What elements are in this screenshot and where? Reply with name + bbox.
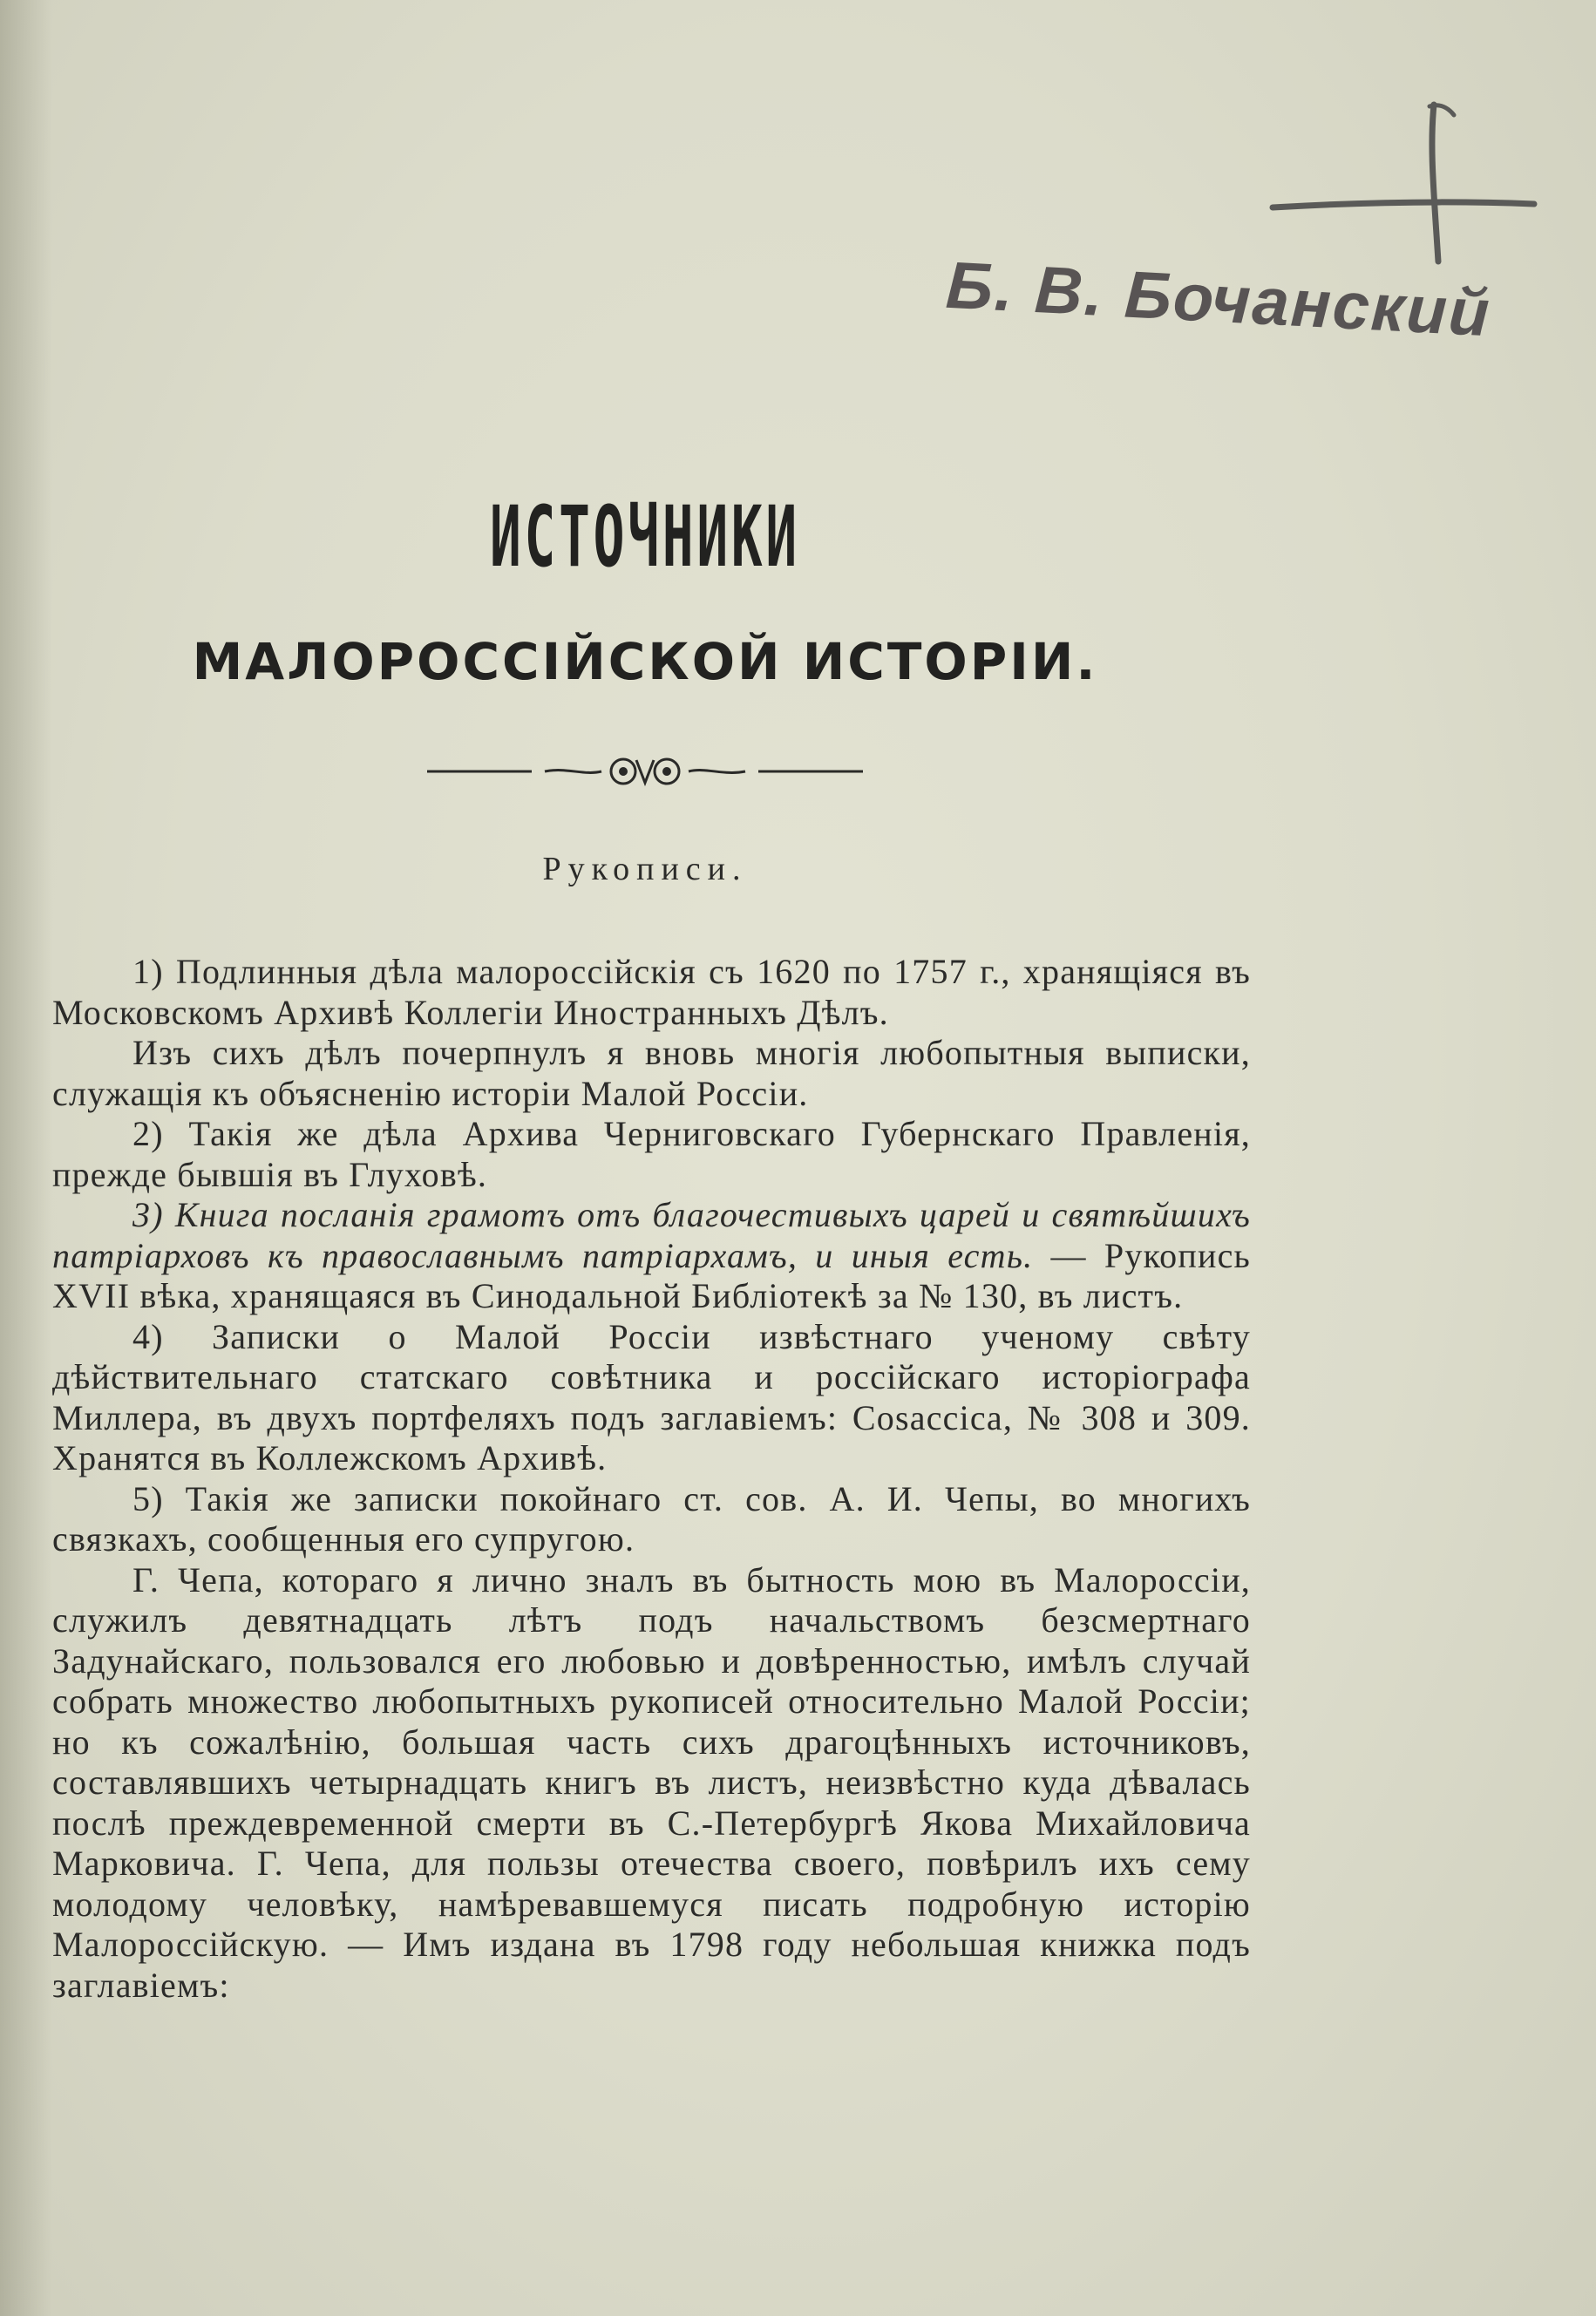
section-heading: Рукописи. (542, 851, 748, 887)
page-edge-shadow (0, 0, 52, 2316)
italic-book-title: 3) Книга посланія грамотъ отъ благочестивыхъ царей и святѣйшихъ патріарховъ къ православнымъ патріархамъ, и иныя есть. (52, 1195, 1251, 1275)
paragraph-4 (52, 1195, 1251, 1317)
owner-stamp: Б. В. Бочанский (944, 248, 1493, 351)
paragraph-3: 2) Такія же дѣла Архива Черниговскаго Губернскаго Правленія, прежде бывшія въ Глуховѣ. (52, 1114, 1251, 1194)
paragraph-1: 1) Подлинныя дѣла малороссійскія съ 1620 по 1757 г., хранящіяся въ Московскомъ Архивѣ Коллегіи Иностранныхъ Дѣлъ. (52, 952, 1251, 1032)
paragraph-5: 4) Записки о Малой Россіи извѣстнаго ученому свѣту дѣйствительнаго статскаго совѣтника и россійскаго исторіографа Миллера, въ двухъ портфеляхъ подъ заглавіемъ: Cosaccica, № 308 и 309. Хранятся въ Коллежскомъ Архивѣ. (52, 1316, 1251, 1477)
pencil-mark-icon (1255, 96, 1543, 270)
body-text (52, 952, 1251, 2006)
paragraph-6: 5) Такія же записки покойнаго ст. сов. А. И. Чепы, во многихъ связкахъ, сообщенныя его супругою. (52, 1478, 1251, 1559)
ornament-divider-icon (418, 750, 872, 793)
page-subtitle: МАЛОРОССІЙСКОЙ ИСТОРІИ. (192, 632, 1098, 691)
page-title: ИСТОЧНИКИ (490, 488, 800, 586)
paragraph-2: Изъ сихъ дѣлъ почерпнулъ я вновь многія любопытныя выписки, служащія къ объясненію исторіи Малой Россіи. (52, 1033, 1251, 1113)
paragraph-7: Г. Чепа, котораго я лично зналъ въ бытность мою въ Малороссіи, служилъ девятнадцать лѣтъ подъ начальствомъ безсмертнаго Задунайскаго, пользовался его любовью и довѣренностью, имѣлъ случай собрать множество любопытныхъ рукописей относительно Малой Россіи; но къ сожалѣнію, большая часть сихъ драгоцѣнныхъ источниковъ, составлявшихъ четырнадцать книгъ въ листъ, неизвѣстно куда дѣвалась послѣ преждевременной смерти въ С.-Петербургѣ Якова Михайловича Марковича. Г. Чепа, для пользы отечества своего, повѣрилъ ихъ сему молодому человѣку, намѣревавшемуся писать подробную исторію Малороссійскую. — Имъ издана въ 1798 году небольшая книжка подъ заглавіемъ: (52, 1559, 1251, 2005)
paragraph-4-rest: — Рукопись XVII вѣка, хранящаяся въ Синодальной Библіотекѣ за № 130, въ листъ. (52, 1235, 1251, 1315)
